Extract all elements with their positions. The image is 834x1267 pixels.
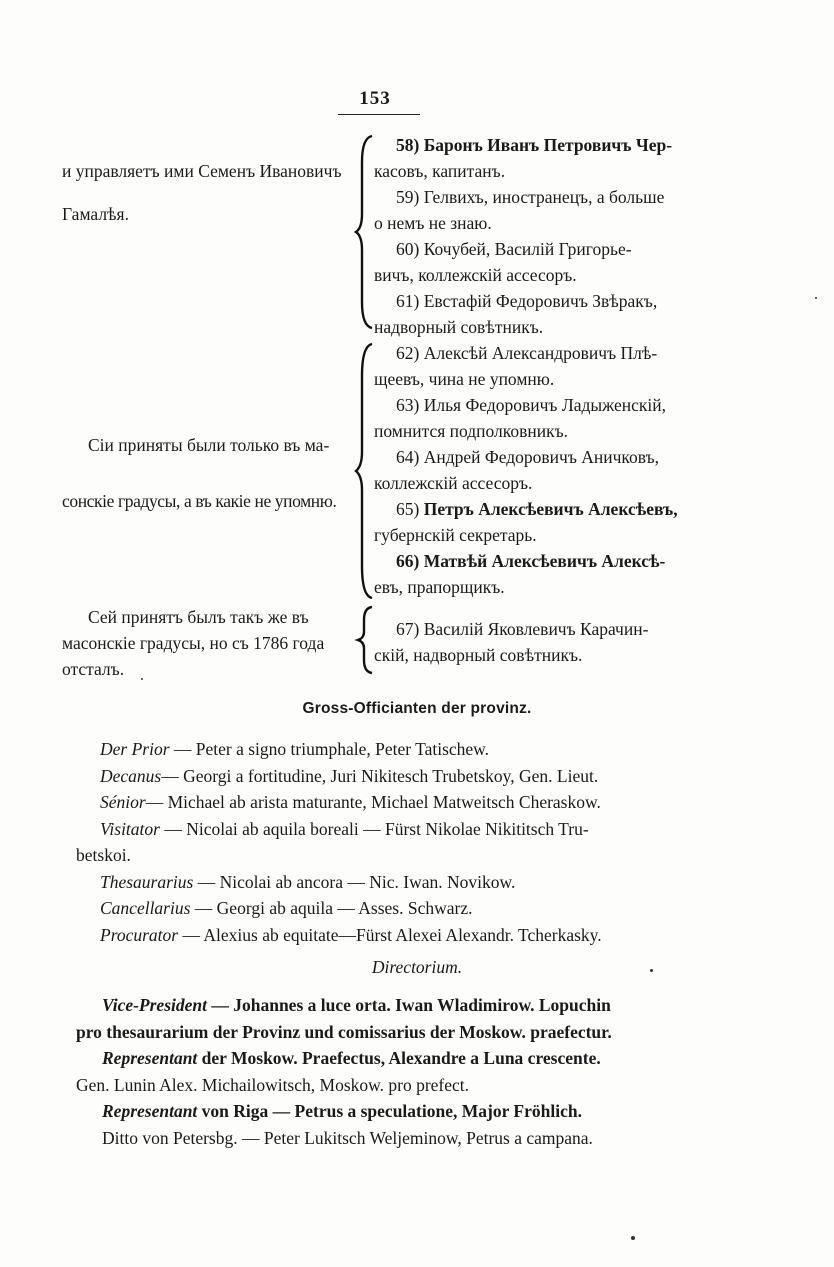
left-note-line: и управляетъ ими Семенъ Ивановичъ <box>62 161 342 181</box>
entry-line: Василій Яковлевичъ Карачин- <box>423 619 649 639</box>
entry-line: помнится подполковникъ. <box>374 421 569 441</box>
directorium-row <box>76 992 692 1019</box>
entry-62 <box>374 340 690 392</box>
page-number: 153 <box>359 88 391 109</box>
print-speck <box>815 297 817 299</box>
officer-title: Der Prior <box>100 739 170 759</box>
entry-60 <box>374 236 690 288</box>
entry-line: Кочубей, Василій Григорье- <box>423 239 632 259</box>
entry-64 <box>374 444 690 496</box>
entry-line: Андрей Федоровичъ Аничковъ, <box>423 447 660 467</box>
officer-text: — Peter a signo triumphale, Peter Tatischew. <box>169 739 490 759</box>
left-note-line: Сей принятъ былъ такъ же въ <box>88 607 309 627</box>
directorium-text: Ditto von Petersbg. — Peter Lukitsch Weljeminow, Petrus a campana. <box>102 1127 593 1148</box>
directorium-title: Vice-President <box>102 995 207 1015</box>
entry-number: 63) <box>396 395 420 415</box>
directorium-row <box>76 1045 692 1072</box>
left-note-line: отсталъ. <box>62 659 125 679</box>
entry-number: 61) <box>396 291 420 311</box>
entry-number: 60) <box>396 239 420 259</box>
officer-row-continuation: betskoi. <box>76 845 131 865</box>
brace-3 <box>354 604 376 676</box>
directorium-text: der Moskow. Praefectus, Alexandre a Luna crescente. <box>197 1048 601 1068</box>
entry-number: 58) <box>396 135 420 155</box>
officer-title: Thesaurarius <box>100 871 194 892</box>
entry-number: 62) <box>396 343 420 363</box>
officer-row <box>100 789 692 816</box>
entry-number: 59) <box>396 187 420 207</box>
officer-title: Procurator <box>100 924 179 945</box>
entry-line: щеевъ, чина не упомню. <box>374 369 555 389</box>
entry-line: губернскій секретарь. <box>374 525 537 545</box>
entries-group-3 <box>374 616 690 668</box>
directorium-text: — Johannes a luce orta. Iwan Wladimirow. Lopuchin <box>206 995 611 1015</box>
left-note-2 <box>88 432 329 458</box>
left-note-3-line3 <box>62 656 124 682</box>
officer-title: Sénior <box>100 792 146 812</box>
officer-row <box>100 763 692 790</box>
directorium-text: von Riga — Petrus a speculatione, Major Fröhlich. <box>197 1101 582 1121</box>
entry-line: коллежскій ассесоръ. <box>374 473 533 493</box>
entry-65 <box>374 496 690 548</box>
entry-line: евъ, прапорщикъ. <box>374 577 505 597</box>
entry-line: о немъ не знаю. <box>374 213 492 233</box>
directorium-text: pro thesaurarium der Provinz und comissarius der Moskow. praefectur. <box>76 1021 612 1042</box>
entry-line: Петръ Алексѣевичъ Алексѣевъ, <box>423 499 678 519</box>
directorium-row <box>76 1019 692 1046</box>
entry-line: Гелвихъ, иностранецъ, а больше <box>423 187 665 207</box>
left-note-line: масонскіе градусы, но съ 1786 года <box>62 633 325 653</box>
entry-number: 65) <box>396 499 420 519</box>
left-note-3 <box>88 604 309 630</box>
officer-row <box>100 736 692 763</box>
entry-line: вичъ, коллежскій ассесоръ. <box>374 265 577 285</box>
officer-text: — Georgi a fortitudine, Juri Nikitesch Trubetskoy, Gen. Lieut. <box>161 765 599 786</box>
officer-row <box>100 869 692 896</box>
entries-group-2 <box>374 340 690 600</box>
section-heading: Gross-Officianten der provinz. <box>302 700 532 717</box>
officer-row <box>100 816 692 843</box>
entry-line: касовъ, капитанъ. <box>374 161 506 181</box>
entry-number: 66) <box>396 551 420 571</box>
entry-line: Евстафій Федоровичъ Звѣракъ, <box>423 291 658 311</box>
officer-row <box>100 895 692 922</box>
officer-title: Visitator <box>100 818 160 839</box>
brace-1 <box>354 132 376 332</box>
entry-67 <box>374 616 690 668</box>
officer-text: — Georgi ab aquila — Asses. Schwarz. <box>190 898 473 918</box>
entry-61 <box>374 288 690 340</box>
entry-line: скій, надворный совѣтникъ. <box>374 645 583 665</box>
print-speck <box>631 1236 635 1240</box>
directorium-text: Gen. Lunin Alex. Michailowitsch, Moskow. pro prefect. <box>76 1074 470 1095</box>
officer-row <box>100 922 692 949</box>
left-note-1-cont <box>62 201 129 227</box>
officers-list <box>76 736 692 948</box>
left-note-1 <box>62 158 342 184</box>
officer-text: — Nicolai ab aquila boreali — Fürst Nikolae Nikititsch Tru- <box>159 818 589 839</box>
directorium-row <box>76 1125 692 1152</box>
officer-title: Cancellarius <box>100 898 191 918</box>
left-note-line: Сіи приняты были только въ ма- <box>88 435 330 455</box>
entry-63 <box>374 392 690 444</box>
directorium-title: Representant <box>102 1101 198 1121</box>
entry-59 <box>374 184 690 236</box>
print-speck <box>650 969 653 972</box>
officer-title: Decanus <box>100 765 162 786</box>
directorium-row <box>76 1072 692 1099</box>
entry-line: надворный совѣтникъ. <box>374 317 544 337</box>
entry-number: 64) <box>396 447 420 467</box>
entry-line: Алексѣй Александровичъ Плѣ- <box>423 343 658 363</box>
entry-58 <box>374 132 690 184</box>
entry-66 <box>374 548 690 600</box>
entry-line: Илья Федоровичъ Ладыженскій, <box>423 395 667 415</box>
left-note-line: сонскіе градусы, а въ какіе не упомню. <box>62 491 337 511</box>
print-speck <box>141 678 143 680</box>
directorium-heading: Directorium. <box>371 957 463 977</box>
directorium-list <box>76 992 692 1151</box>
entry-number: 67) <box>396 619 420 639</box>
entries-group-1 <box>374 132 690 340</box>
left-note-line: Гамалѣя. <box>62 204 129 224</box>
brace-2 <box>354 340 376 602</box>
officer-text: — Alexius ab equitate—Fürst Alexei Alexandr. Tcherkasky. <box>178 924 602 945</box>
directorium-row <box>76 1098 692 1125</box>
directorium-title: Representant <box>102 1048 198 1068</box>
page-number-rule <box>338 114 420 115</box>
officer-text: — Michael ab arista maturante, Michael Matweitsch Cheraskow. <box>145 792 601 812</box>
left-note-3-line2 <box>62 630 324 656</box>
left-note-2-cont <box>62 488 336 514</box>
officer-text: — Nicolai ab ancora — Nic. Iwan. Novikow. <box>193 871 516 892</box>
entry-line: Матвѣй Алексѣевичъ Алексѣ- <box>423 551 666 571</box>
entry-line: Баронъ Иванъ Петровичъ Чер- <box>423 135 673 155</box>
